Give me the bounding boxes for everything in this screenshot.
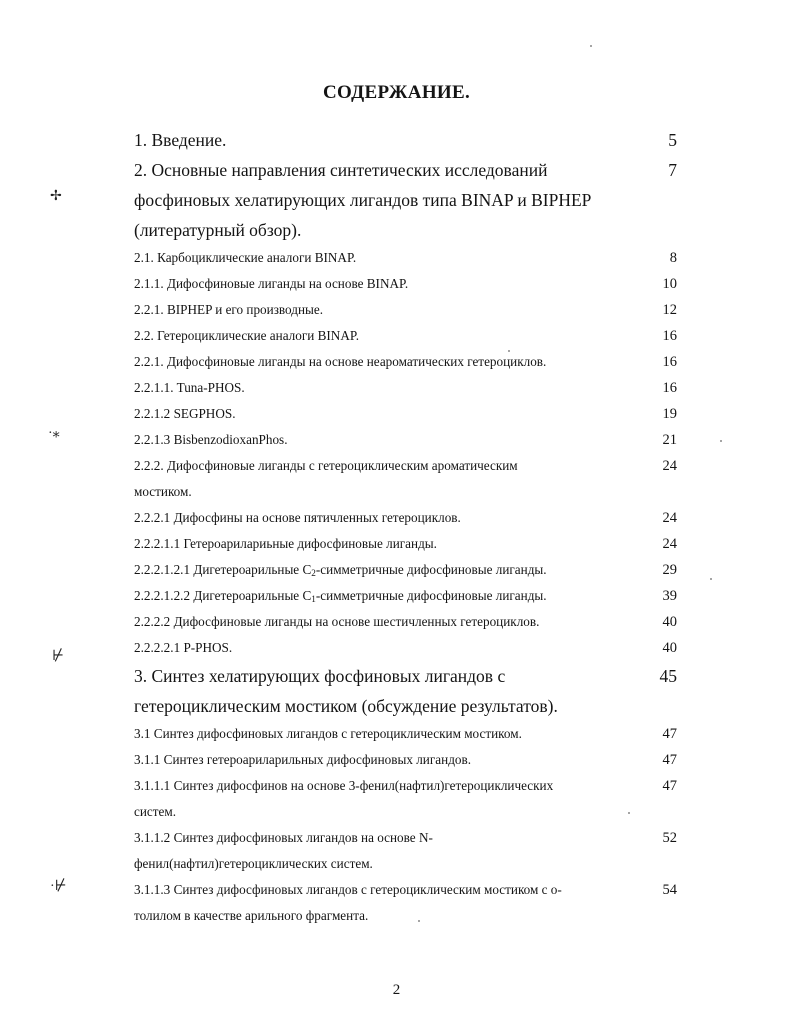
- toc-entry-page: 7: [668, 160, 677, 180]
- toc-entry-page: 52: [662, 830, 677, 846]
- scan-mark-icon: ⊬: [52, 649, 65, 664]
- page-title: СОДЕРЖАНИЕ.: [322, 82, 471, 103]
- toc-entry: [0, 406, 793, 428]
- toc-entry-text-before: 2.2.2.1.2.1 Дигетероарильные C: [134, 562, 312, 577]
- toc-entry-text-after: -симметричные дифосфиновые лиганды.: [315, 562, 547, 577]
- toc-entry-page: 47: [662, 752, 677, 768]
- toc-entry-text: 2.1. Карбоциклические аналоги BINAP.: [134, 250, 357, 265]
- toc-entry-continuation: [0, 190, 793, 212]
- toc-entry: [0, 588, 793, 610]
- toc-entry-text: систем.: [134, 804, 177, 819]
- toc-entry-page: 29: [662, 562, 677, 578]
- toc-entry-text: 2.2.1.1. Tuna-PHOS.: [134, 380, 245, 395]
- toc-entry-page: 24: [662, 458, 677, 474]
- toc-entry-page: 12: [662, 302, 677, 318]
- page-number: 2: [392, 982, 401, 998]
- toc-entry-continuation: [0, 804, 793, 826]
- toc-entry-text: 3. Синтез хелатирующих фосфиновых лигандов с: [134, 666, 506, 686]
- toc-entry-page: 16: [662, 380, 677, 396]
- toc-entry-text: фосфиновых хелатирующих лигандов типа BINAP и BIPHEP: [134, 190, 592, 210]
- toc-entry: [0, 536, 793, 558]
- toc-entry-page: 47: [662, 778, 677, 794]
- toc-entry-text: 2.2.2.1 Дифосфины на основе пятичленных гетероциклов.: [134, 510, 461, 525]
- toc-entry-text: мостиком.: [134, 484, 192, 499]
- toc-entry-text: фенил(нафтил)гетероциклических систем.: [134, 856, 373, 871]
- scan-speck: [418, 920, 420, 922]
- toc-entry-text: 3.1.1.3 Синтез дифосфиновых лигандов с гетероциклическим мостиком с о-: [134, 882, 562, 897]
- toc-entry: [0, 458, 793, 480]
- toc-entry: [0, 562, 793, 584]
- toc-entry: [0, 380, 793, 402]
- toc-entry-text: 2.2.1. BIPHEP и его производные.: [134, 302, 324, 317]
- toc-entry-page: 45: [659, 666, 677, 686]
- toc-entry: [0, 250, 793, 272]
- toc-entry-text: 2.2. Гетероциклические аналоги BINAP.: [134, 328, 360, 343]
- toc-entry-text: 2.2.2.2 Дифосфиновые лиганды на основе шестичленных гетероциклов.: [134, 614, 540, 629]
- toc-entry-text: 2.2.1.3 BisbenzodioxanPhos.: [134, 432, 288, 447]
- toc-entry: [0, 276, 793, 298]
- scan-speck: [508, 350, 510, 352]
- toc-entry-continuation: [0, 484, 793, 506]
- toc-entry-page: 47: [662, 726, 677, 742]
- scan-mark-icon: ·⁎: [48, 426, 60, 441]
- toc-entry-page: 16: [662, 328, 677, 344]
- toc-entry: [0, 160, 793, 182]
- toc-entry-subscript: 1: [311, 594, 316, 604]
- scan-speck: [628, 812, 630, 814]
- scan-speck: [720, 440, 722, 442]
- scan-mark-icon: ·⊬: [50, 879, 67, 894]
- toc-entry-text: 3.1.1 Синтез гетероариларильных дифосфиновых лигандов.: [134, 752, 472, 767]
- toc-entry-page: 10: [662, 276, 677, 292]
- toc-entry-page: 39: [662, 588, 677, 604]
- toc-entry-text: 3.1.1.1 Синтез дифосфинов на основе 3-фенил(нафтил)гетероциклических: [134, 778, 554, 793]
- toc-entry-text: [134, 562, 547, 578]
- toc-entry-text: 2.2.2.2.1 P-PHOS.: [134, 640, 233, 655]
- toc-entry: [0, 882, 793, 904]
- toc-entry: [0, 666, 793, 688]
- toc-entry-page: 24: [662, 510, 677, 526]
- toc-entry: [0, 432, 793, 454]
- toc-entry-page: 8: [669, 250, 677, 266]
- toc-entry-continuation: [0, 856, 793, 878]
- toc-entry-text: 2.2.1. Дифосфиновые лиганды на основе неароматических гетероциклов.: [134, 354, 547, 369]
- toc-entry: [0, 830, 793, 852]
- toc-entry-text: 2.2.2. Дифосфиновые лиганды с гетероциклическим ароматическим: [134, 458, 518, 473]
- toc-entry: [0, 510, 793, 532]
- toc-entry-continuation: [0, 908, 793, 930]
- toc-entry-text: 2. Основные направления синтетических исследований: [134, 160, 548, 180]
- toc-entry: [0, 752, 793, 774]
- toc-entry: [0, 614, 793, 636]
- toc-entry-page: 5: [668, 130, 677, 150]
- toc-entry: [0, 328, 793, 350]
- toc-entry-page: 40: [662, 614, 677, 630]
- toc-entry-page: 24: [662, 536, 677, 552]
- toc-entry: [0, 640, 793, 662]
- toc-entry-subscript: 2: [311, 568, 316, 578]
- toc-entry-page: 16: [662, 354, 677, 370]
- toc-entry-text: 3.1.1.2 Синтез дифосфиновых лигандов на основе N-: [134, 830, 433, 845]
- toc-entry-text: 3.1 Синтез дифосфиновых лигандов с гетероциклическим мостиком.: [134, 726, 522, 741]
- toc-entry-text-after: -симметричные дифосфиновые лиганды.: [315, 588, 547, 603]
- toc-entry-page: 19: [662, 406, 677, 422]
- scan-speck: [590, 45, 592, 47]
- scan-mark-icon: ✢: [50, 189, 62, 204]
- toc-entry-text-before: 2.2.2.1.2.2 Дигетероарильные C: [134, 588, 312, 603]
- toc-entry-text: гетероциклическим мостиком (обсуждение результатов).: [134, 696, 558, 716]
- toc-entry: [0, 302, 793, 324]
- toc-entry-text: (литературный обзор).: [134, 220, 302, 240]
- toc-entry: [0, 726, 793, 748]
- toc-entry-page: 54: [662, 882, 677, 898]
- toc-entry-continuation: [0, 696, 793, 718]
- toc-entry: [0, 130, 793, 152]
- toc-entry: [0, 354, 793, 376]
- toc-entry: [0, 778, 793, 800]
- toc-entry-page: 21: [662, 432, 677, 448]
- toc-entry-text: 2.1.1. Дифосфиновые лиганды на основе BINAP.: [134, 276, 409, 291]
- scan-speck: [710, 578, 712, 580]
- toc-entry-text: 2.2.2.1.1 Гетероарилариьные дифосфиновые лиганды.: [134, 536, 437, 551]
- toc-entry-text: 1. Введение.: [134, 130, 227, 150]
- toc-entry-text: 2.2.1.2 SEGPHOS.: [134, 406, 236, 421]
- toc-entry-page: 40: [662, 640, 677, 656]
- toc-entry-text: [134, 588, 547, 604]
- toc-entry-continuation: [0, 220, 793, 242]
- toc-entry-text: толилом в качестве арильного фрагмента.: [134, 908, 369, 923]
